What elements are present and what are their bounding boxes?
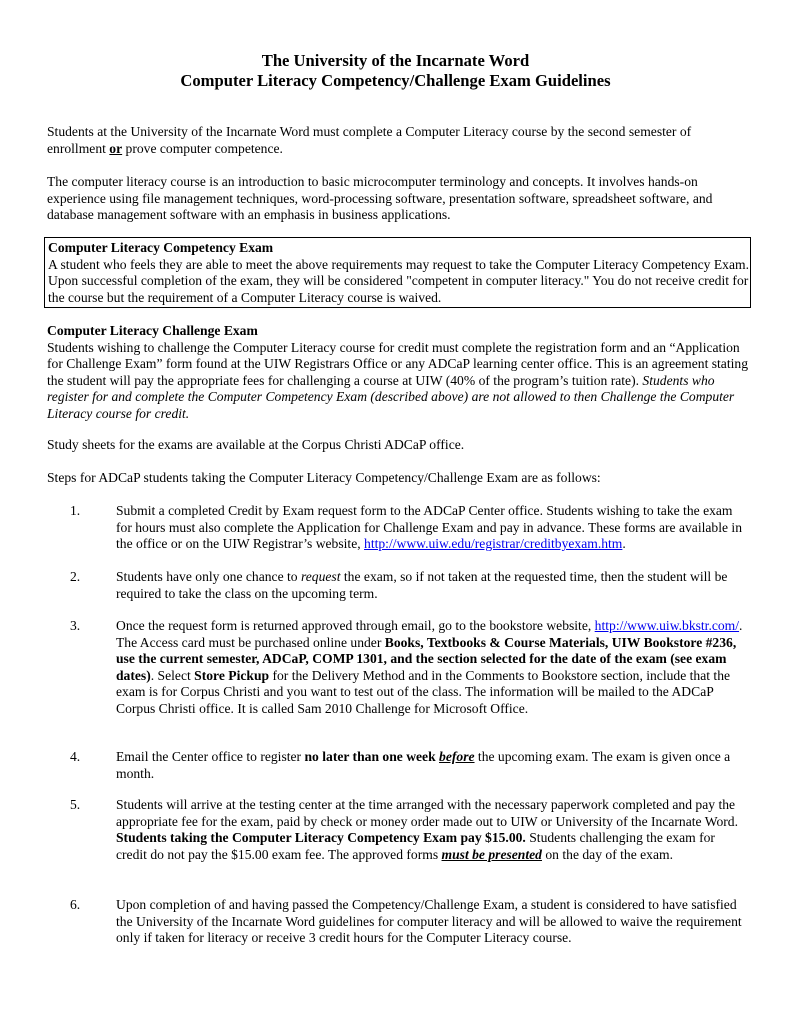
intro-text-b: prove computer competence. (122, 140, 283, 156)
step-number: 5. (70, 797, 81, 812)
step-number: 2. (70, 569, 81, 584)
step-text (116, 797, 748, 863)
step-text-part: for the Delivery Method and in the Comments to Bookstore section, include that the exam is for Corpus Christi and you want to test out of the class. The information will be mailed to the ADCaP Corpus Christi office. It is called Sam 2010 Challenge for Microsoft Office. (116, 667, 731, 716)
course-description-paragraph: The computer literacy course is an introduction to basic microcomputer terminology and concepts. It involves hands-on experience using file management techniques, word-processing software, presentation software, spreadsheet software, and database management software with an emphasis in business applications. (47, 174, 713, 223)
step-text-emphasis: before (439, 749, 475, 764)
step-text-part: Students have only one chance to (116, 569, 301, 584)
step-text-italic: request (300, 569, 341, 584)
step-text-part: the exam, so if not taken at the requested time, then the student will be required to take the class on the upcoming term. (116, 569, 728, 601)
study-sheets-paragraph: Study sheets for the exams are available at the Corpus Christi ADCaP office. (47, 437, 465, 452)
step-text-part: Students will arrive at the testing center at the time arranged with the necessary paperwork completed and pay the appropriate fee for the exam, paid by check or money order made out to UIW or University of the Incarnate Word. (116, 797, 738, 829)
step-text (116, 569, 748, 602)
intro-or-emphasis: or (109, 140, 123, 156)
step-number: 1. (70, 503, 81, 518)
challenge-exam-body: Students wishing to challenge the Computer Literacy course for credit must complete the registration form and an “Application for Challenge Exam” form found at the UIW Registrars Office or any ADCaP learning center office. This is an agreement stating the student will pay the appropriate fees for challenging a course at UIW (40% of the program’s tuition rate). (47, 339, 748, 388)
step-text-part: Students challenging the exam for credit do not pay the $15.00 exam fee. The approved forms (116, 830, 715, 862)
step-text: Upon completion of and having passed the Competency/Challenge Exam, a student is considered to have satisfied the University of the Incarnate Word guidelines for computer literacy and will be allowed to waive the requirement only if taken for literacy or receive 3 credit hours for the Computer Literacy course. (116, 897, 742, 946)
step-text (116, 503, 748, 553)
steps-intro-paragraph: Steps for ADCaP students taking the Computer Literacy Competency/Challenge Exam are as follows: (47, 470, 601, 485)
bookstore-website-link[interactable]: http://www.uiw.bkstr.com/ (594, 618, 740, 633)
step-number: 4. (70, 749, 81, 764)
step-text (116, 749, 748, 782)
step-text-emphasis: must be presented (441, 846, 542, 862)
step-text-bold: no later than one week (304, 749, 440, 764)
step-text-part: Submit a completed Credit by Exam request form to the ADCaP Center office. Students wishing to take the exam for hours must also complete the Application for Challenge Exam and pay in advance. These forms are available in the office or on the UIW Registrar’s website, (116, 503, 742, 552)
competency-exam-heading: Computer Literacy Competency Exam (48, 240, 274, 255)
competency-exam-box (44, 237, 751, 308)
challenge-exam-note: Students who register for and complete the Computer Competency Exam (described above) are not allowed to then Challenge the Computer Literacy course for credit. (47, 372, 735, 421)
step-text-part: the upcoming exam. The exam is given once a month. (116, 749, 731, 781)
step-text-part: Email the Center office to register (116, 749, 305, 764)
step-text-part: . (622, 536, 626, 552)
step-text-bold: Store Pickup (194, 667, 270, 683)
step-text-bold: Books, Textbooks & Course Materials, UIW Bookstore #236, use the current semester, ADCaP, COMP 1301, and the section selected for the date of the exam (see exam dates) (116, 634, 737, 683)
step-number: 6. (70, 897, 81, 912)
challenge-exam-section (47, 323, 753, 423)
step-text-bold: Students taking the Computer Literacy Competency Exam pay $15.00. (116, 830, 526, 846)
competency-exam-text: A student who feels they are able to meet the above requirements may request to take the Computer Literacy Competency Exam. Upon successful completion of the exam, they will be considered "competent in computer literacy." You do not receive credit for the course but the requirement of a Computer Literacy course is waived. (48, 256, 749, 305)
step-text-part: . Select (150, 667, 195, 683)
step-text-part: . The Access card must be purchased online under (116, 618, 743, 650)
intro-paragraph (47, 124, 753, 157)
document-title-line1: The University of the Incarnate Word (261, 51, 530, 70)
document-title-line2: Computer Literacy Competency/Challenge Exam Guidelines (180, 71, 611, 90)
intro-text-a: Students at the University of the Incarnate Word must complete a Computer Literacy course by the second semester of enrollment (47, 124, 692, 156)
step-number: 3. (70, 618, 81, 633)
step-text-part: Once the request form is returned approved through email, go to the bookstore website, (116, 618, 595, 633)
step-text-part: on the day of the exam. (541, 846, 673, 862)
step-text (116, 618, 748, 718)
challenge-exam-text (47, 340, 753, 423)
challenge-exam-heading: Computer Literacy Challenge Exam (47, 323, 258, 338)
registrar-credit-by-exam-link[interactable]: http://www.uiw.edu/registrar/creditbyexam.htm (364, 536, 623, 552)
